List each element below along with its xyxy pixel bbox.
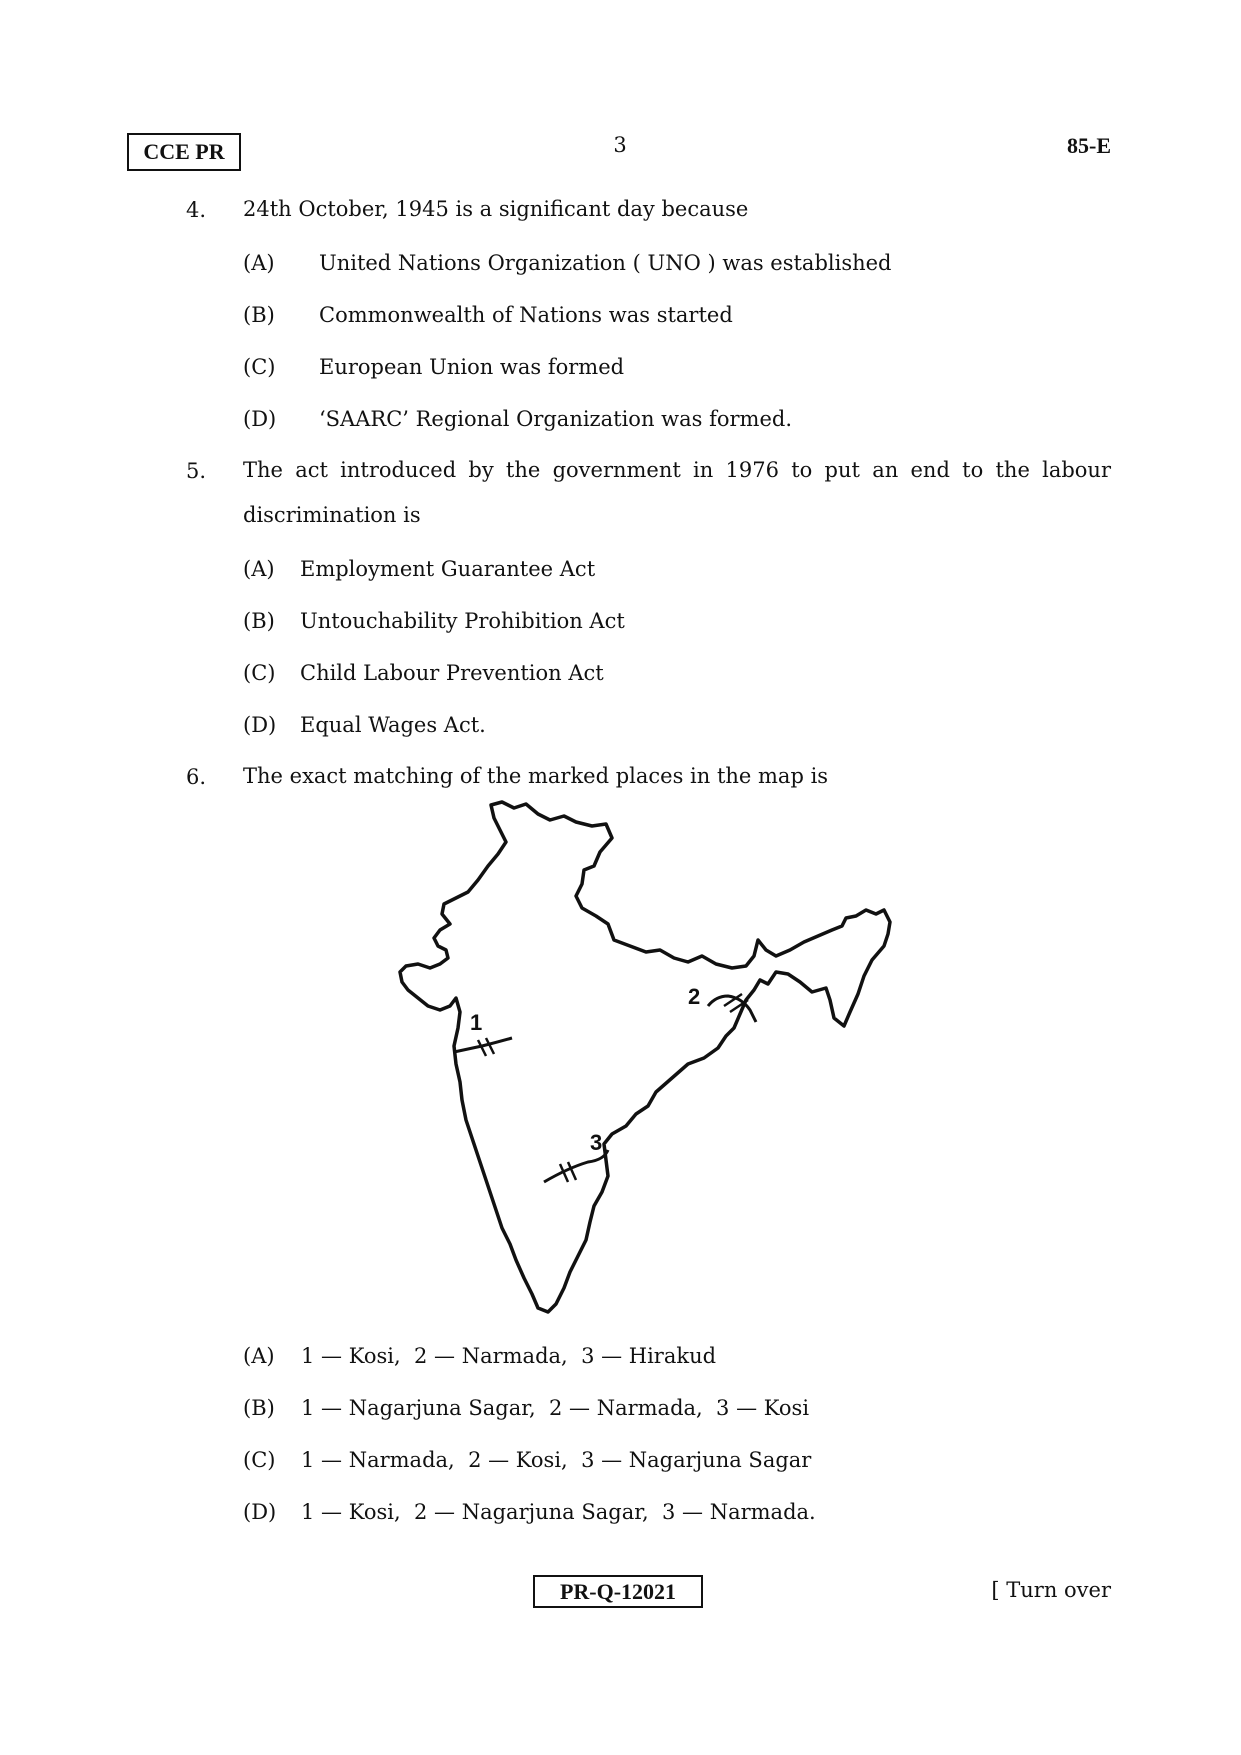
q5-option-d-text: Equal Wages Act. xyxy=(300,713,486,737)
question-4-text: 24th October, 1945 is a significant day because xyxy=(243,197,749,221)
marker-3-ticks xyxy=(560,1162,576,1182)
q6-option-c-text: 1 — Narmada, 2 — Kosi, 3 — Nagarjuna Sagar xyxy=(301,1448,812,1472)
q4-option-d-letter: (D) xyxy=(243,407,277,431)
q5-option-b-text: Untouchability Prohibition Act xyxy=(300,609,625,633)
question-4-number: 4. xyxy=(186,198,207,222)
q6-option-a-letter: (A) xyxy=(243,1344,275,1368)
question-5-text-line2: discrimination is xyxy=(243,503,421,527)
footer-code-box xyxy=(533,1575,703,1608)
footer-code: PR-Q-12021 xyxy=(559,1578,677,1604)
q5-option-a-text: Employment Guarantee Act xyxy=(300,557,596,581)
q5-option-b-letter: (B) xyxy=(243,609,275,633)
q6-option-d-text: 1 — Kosi, 2 — Nagarjuna Sagar, 3 — Narmada. xyxy=(301,1500,816,1524)
map-label-3: 3 xyxy=(590,1130,603,1155)
series-code-box xyxy=(127,133,241,171)
map-label-1: 1 xyxy=(470,1010,483,1035)
q4-option-c-letter: (C) xyxy=(243,355,276,379)
question-5-number: 5. xyxy=(186,459,207,483)
india-outline xyxy=(400,802,890,1312)
q6-option-b-text: 1 — Nagarjuna Sagar, 2 — Narmada, 3 — Kosi xyxy=(301,1396,810,1420)
q4-option-b-letter: (B) xyxy=(243,303,275,327)
turn-over-note: [ Turn over xyxy=(991,1578,1111,1602)
q5-option-c-letter: (C) xyxy=(243,661,276,685)
paper-code: 85-E xyxy=(1067,133,1111,158)
question-6-number: 6. xyxy=(186,765,207,789)
series-code: CCE PR xyxy=(143,139,225,164)
q6-option-c-letter: (C) xyxy=(243,1448,276,1472)
q5-option-c-text: Child Labour Prevention Act xyxy=(300,661,604,685)
marker-1-ticks xyxy=(478,1038,494,1056)
q4-option-a-letter: (A) xyxy=(243,251,275,275)
question-5-text-line1: The act introduced by the government in 1976 to put an end to the labour xyxy=(243,458,1111,482)
q5-option-a-letter: (A) xyxy=(243,557,275,581)
q6-option-a-text: 1 — Kosi, 2 — Narmada, 3 — Hirakud xyxy=(301,1344,717,1368)
q5-option-d-letter: (D) xyxy=(243,713,277,737)
map-label-2: 2 xyxy=(688,984,701,1009)
q4-option-d-text: ‘SAARC’ Regional Organization was formed. xyxy=(319,407,793,431)
page-number: 3 xyxy=(613,133,627,157)
q4-option-b-text: Commonwealth of Nations was started xyxy=(319,303,733,327)
q4-option-a-text: United Nations Organization ( UNO ) was established xyxy=(319,251,892,275)
india-map xyxy=(398,800,898,1320)
q6-option-b-letter: (B) xyxy=(243,1396,275,1420)
q6-option-d-letter: (D) xyxy=(243,1500,277,1524)
question-6-text: The exact matching of the marked places in the map is xyxy=(243,764,829,788)
q4-option-c-text: European Union was formed xyxy=(319,355,625,379)
